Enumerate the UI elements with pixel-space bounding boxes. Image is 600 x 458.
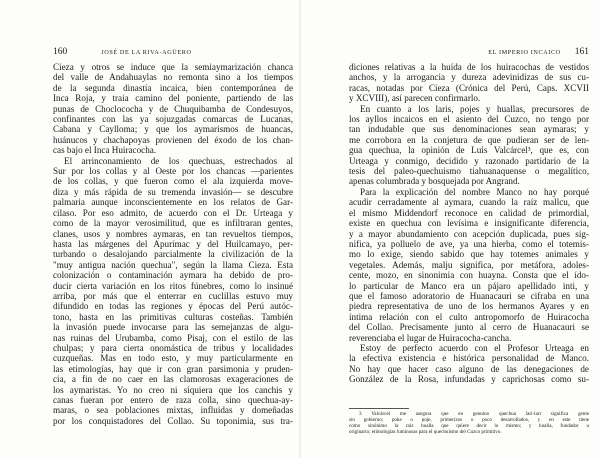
right-page: [300, 0, 600, 458]
text-line: Sur por los collas y al Oeste por los chancas —parientes: [53, 166, 293, 177]
right-running-head: EL IMPERIO INCAICO: [488, 49, 561, 56]
text-line: cente, mozo, en sinonimia con huayna. Consta que el ído-: [349, 270, 589, 281]
right-page-body: [349, 62, 589, 385]
footnote-line: 3 Valcárcel me asegura que en genuino quechua lari-lari significa gente: [359, 411, 589, 417]
text-line: Inca Roja, y traía camino del poniente, partiendo de las: [53, 93, 293, 104]
footnote-rule: [349, 408, 409, 409]
text-line: diciones relativas a la huída de los huiracochas de vestidos: [349, 62, 589, 72]
text-line: nas ruinas del Urubamba, como Pisaj, con el estilo de las: [53, 332, 293, 343]
text-line: la efectiva existencia e histórica personalidad de Manco.: [349, 353, 589, 364]
text-line: y XCVIII), así parecen confirmarlo.: [349, 93, 481, 104]
text-line: por los conquistadores del Collao. Su toponimia, sus tra-: [53, 415, 293, 426]
text-line: cas bajo el Inca Huiracocha.: [53, 145, 157, 156]
text-line: como de la mayor verosimilitud, que es infiltraran gentes,: [53, 218, 293, 229]
right-page-header: [349, 47, 589, 57]
text-line: me corrobora en la conjetura de que pudieran ser de len-: [349, 134, 589, 145]
left-page-number: 160: [53, 47, 68, 57]
text-line: canas fueran por entero de raza colla, sino quechua-ay-: [53, 395, 293, 405]
text-line: En cuanto a los laris, pojes y huallas, precursores de: [360, 103, 589, 114]
left-page-body: [53, 62, 293, 426]
text-line: cilaso. Por eso admito, de acuerdo con el Dr. Urteaga y: [53, 207, 293, 218]
text-line: anchos, y la arrogancia y dureza adevinidizas de sus cu-: [349, 72, 589, 83]
text-line: del Collao. Precisamente junto al cerro de Huanacauri se: [349, 322, 589, 333]
text-line: y a mayor abundamiento con acepción duplicada, pues sig-: [349, 228, 589, 239]
text-line: gua quechua, la opinión de Luis Valcárcel³, que es, con: [349, 145, 589, 156]
text-line: las etimologías, hay que ir con gran parsimonia y pruden-: [53, 363, 293, 374]
text-line: tan indudable que sus denominaciones sean aymaras; y: [349, 124, 589, 135]
text-line: Cabana y Caylloma; y que los aymarismos de huancas,: [53, 124, 293, 135]
text-line: "muy antigua nación quechua", según la llama Cieza. Esta: [53, 259, 293, 270]
text-line: colonización o contaminación aymara ha debido de pro-: [53, 270, 293, 281]
footnote: [349, 411, 589, 435]
text-line: cuzqueñas. Mas en todo esto, y muy particularmente en: [53, 353, 293, 364]
text-line: los aymaristas. Yo no creo ni siquiera que los canchis y: [53, 384, 293, 395]
text-line: Para la explicación del nombre Manco no hay porqué: [360, 186, 589, 197]
text-line: de los collas, y que fueron como el ala izquierda move-: [53, 176, 293, 187]
text-line: tesis del paleo-quechuismo tiahuanaquense o megalítico,: [349, 166, 589, 177]
text-line: piedra representativa de uno de los hermanos Ayares y en: [349, 301, 589, 312]
left-page-header: [53, 47, 293, 57]
text-line: cia, a fin de no caer en las clamorosas exageraciones de: [53, 374, 293, 385]
text-line: arriba, por más que el enterrar en cuclillas estuvo muy: [53, 290, 293, 301]
text-line: confinantes con las ya sojuzgadas comarcas de Lucanas,: [53, 114, 293, 125]
text-line: ducir cierta variación en los ritos fúnebres, como lo insinué: [53, 280, 293, 291]
text-line: nifica, ya polluelo de ave, ya una hierba, como el totemis-: [349, 238, 589, 249]
text-line: difundido en todas las regiones y épocas del Perú autóc-: [53, 301, 293, 312]
text-line: tono, hasta en las primitivas culturas costeñas. También: [53, 311, 293, 322]
left-running-head: JOSÉ DE LA RIVA-AGÜERO: [101, 49, 192, 56]
text-line: racas, notadas por Cieza (Crónica del Perú, Caps. XCVII: [349, 82, 589, 93]
footnote-line: sin gobierno; poke o poje, primerizos o poco desarrollados, y en este tiene: [349, 417, 589, 423]
text-line: el mismo Middendorf reconoce en calidad de primordial,: [349, 207, 589, 218]
text-line: los ayllos incaicos en el asiento del Cuzco, no tengo por: [349, 114, 589, 125]
text-line: del valle de Andahuaylas no remonta sino a los tiempos: [53, 72, 293, 83]
footnote-line: originario; etimologías luminosas para el quechuismo del Cuzco primitivo.: [349, 429, 502, 435]
text-line: maras, o sea poblaciones mixtas, influidas y domeñadas: [53, 405, 293, 416]
text-line: Estoy de perfecto acuerdo con el Profesor Urteaga en: [360, 342, 589, 353]
text-line: reverenciaba el lugar de Huiracocha-cancha.: [349, 332, 512, 343]
text-line: apenas columbrada y bosquejada por Angrand.: [349, 176, 520, 187]
text-line: vegetales. Además, malju significa, por metáfora, adoles-: [349, 259, 589, 270]
text-line: Cieza y otros se induce que la semiaymarización chanca: [53, 62, 293, 72]
text-line: hasta las márgenes del Apurímac y del Huilcamayo, per-: [53, 238, 293, 249]
text-line: González de la Rosa, infundadas y caprichosas como su-: [349, 374, 589, 385]
text-line: turbando o desalojando parcialmente la civilización de la: [53, 249, 293, 260]
text-line: El arrinconamiento de los quechuas, estrechados al: [64, 155, 293, 166]
text-line: íntima relación con el culto antropomorfo de Huiracocha: [349, 311, 589, 322]
text-line: punas de Chocl​ococha y de Chuquibamba de Condesuyos,: [53, 103, 293, 114]
text-line: acudir cerradamente al aymara, cuando la raíz mallcu, que: [349, 197, 589, 208]
text-line: huánucos y chachapoyas provienen del éxodo de los chan-: [53, 134, 293, 145]
text-line: Urteaga y conmigo, decidido y razonado partidario de la: [349, 155, 589, 166]
text-line: la invasión puede invocarse para las semejanzas de algu-: [53, 322, 293, 333]
text-line: clanes, usos y nombres aymaras, en tan revueltos tiempos,: [53, 228, 293, 239]
text-line: No hay que hacer caso alguno de las denegaciones de: [349, 363, 589, 374]
text-line: palmaria aunque inconscientemente en los relatos de Gar-: [53, 197, 293, 208]
text-line: existe en quechua con levísima e insignificante diferencia,: [349, 218, 589, 229]
text-line: chulpas; y para cierta onomástica de tribus y localidades: [53, 342, 293, 353]
footnote-line: como sinónimo la raíz hualla que quiere decir lo mismo; y hualla, fundador u: [349, 423, 589, 429]
text-line: mo lo exige, siendo sabido que hay totemes animales y: [349, 249, 589, 260]
text-line: de la segunda dinastía incaica, bien contemporánea de: [53, 82, 293, 93]
text-line: diza y más rápida de su tremenda invasión— se descubre: [53, 186, 293, 197]
text-line: que el famoso adoratorio de Huanacauri se cifraba en una: [349, 290, 589, 301]
text-line: lo particular de Manco era un pájaro apellidado inti, y: [349, 280, 589, 291]
right-page-number: 161: [574, 47, 589, 57]
